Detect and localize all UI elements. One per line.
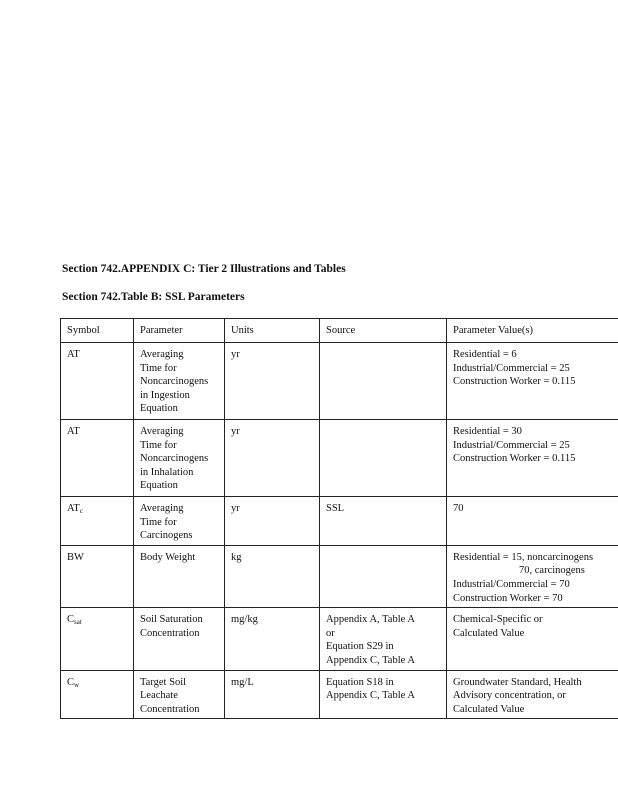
symbol-cell: AT [61,420,134,497]
values-cell: 70 [447,497,618,546]
source-cell: SSL [320,497,447,546]
source-cell [320,343,447,420]
values-cell: Residential = 6 Industrial/Commercial = 25 Construction Worker = 0.115 [447,343,618,420]
parameter-cell: Body Weight [134,545,225,607]
header-parameter-values: Parameter Value(s) [447,319,618,343]
parameter-cell: Averaging Time for Noncarcinogens in Inhalation Equation [134,420,225,497]
ssl-parameters-table [60,318,618,719]
source-cell: Equation S18 in Appendix C, Table A [320,670,447,719]
values-cell: Groundwater Standard, Health Advisory concentration, or Calculated Value [447,670,618,719]
units-cell: yr [225,497,320,546]
table-row [61,608,618,670]
source-cell: Appendix A, Table A or Equation S29 in Appendix C, Table A [320,608,447,670]
table-header-row [61,319,618,343]
symbol-cell: $C_{sat}$ [61,608,134,670]
table-row [61,670,618,719]
symbol-cell: $C_w$ [61,670,134,719]
source-cell [320,420,447,497]
symbol-cell: $AT_c$ [61,497,134,546]
units-cell: kg [225,545,320,607]
table-row [61,545,618,607]
header-source: Source [320,319,447,343]
symbol-cell: BW [61,545,134,607]
table-row [61,420,618,497]
parameter-cell: Averaging Time for Noncarcinogens in Ingestion Equation [134,343,225,420]
parameter-cell: Target Soil Leachate Concentration [134,670,225,719]
units-cell: mg/kg [225,608,320,670]
table-row [61,343,618,420]
header-parameter: Parameter [134,319,225,343]
section-title: Section 742.APPENDIX C: Tier 2 Illustrations and Tables [62,263,346,275]
parameter-cell: Averaging Time for Carcinogens [134,497,225,546]
units-cell: mg/L [225,670,320,719]
table-title: Section 742.Table B: SSL Parameters [62,291,245,303]
source-cell [320,545,447,607]
header-units: Units [225,319,320,343]
table-row [61,497,618,546]
symbol-cell: AT [61,343,134,420]
units-cell: yr [225,343,320,420]
values-cell: Chemical-Specific or Calculated Value [447,608,618,670]
parameter-cell: Soil Saturation Concentration [134,608,225,670]
header-symbol: Symbol [61,319,134,343]
values-cell: Residential = 15, noncarcinogens 70, carcinogens Industrial/Commercial = 70 Construction Worker = 70 [447,545,618,607]
units-cell: yr [225,420,320,497]
values-cell: Residential = 30 Industrial/Commercial = 25 Construction Worker = 0.115 [447,420,618,497]
